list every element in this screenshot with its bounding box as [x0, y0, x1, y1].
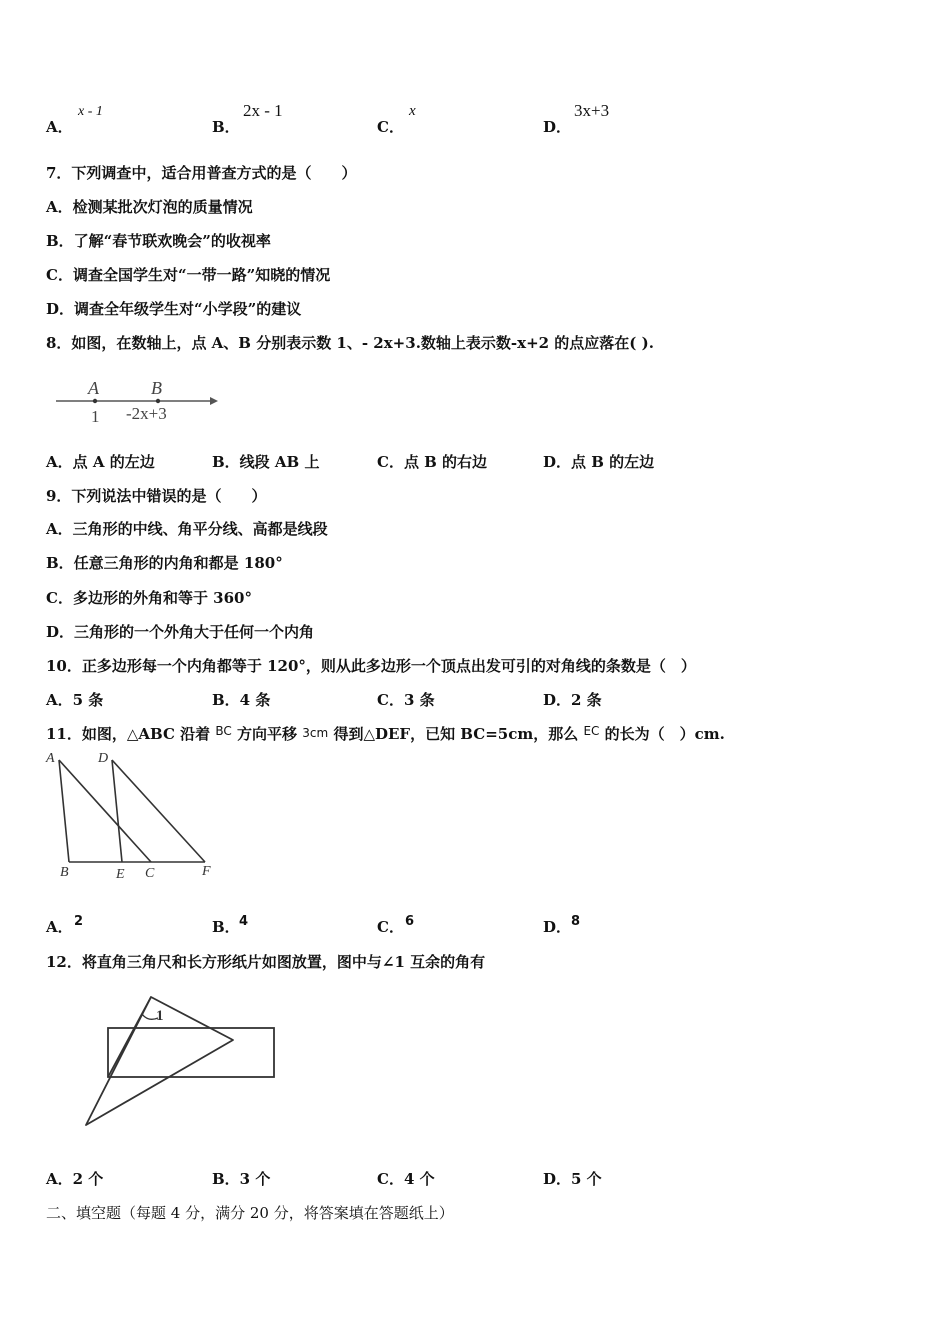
q11-stem-bc: BC [215, 724, 232, 738]
q8-option-a: A．点 A 的左边 [46, 453, 155, 471]
label-c: C [145, 866, 155, 881]
q11-triangle-figure [42, 748, 222, 884]
q10-stem: 10．正多边形每一个内角都等于 120°，则从此多边形一个顶点出发可引的对角线的条数是（ ） [46, 657, 696, 675]
q11-stem-part1: 11．如图，△ABC 沿着 [46, 725, 211, 743]
q11-option-d-letter: D． [543, 918, 572, 936]
q11-stem-dist: 3cm [302, 726, 329, 740]
q11-option-c-letter: C． [377, 918, 404, 936]
q8-stem: 8．如图，在数轴上，点 A、B 分别表示数 1、- 2x+3.数轴上表示数-x+2 的点应落在( ). [46, 334, 654, 352]
label-f: F [202, 864, 211, 879]
q12-triangle-rectangle-figure [78, 988, 288, 1133]
q10-option-b: B．4 条 [212, 691, 271, 709]
q8-option-c: C．点 B 的右边 [377, 453, 488, 471]
q12-option-b: B．3 个 [212, 1170, 271, 1188]
rectangle-paper [108, 1028, 274, 1077]
label-e: E [116, 867, 125, 882]
q9-option-a: A．三角形的中线、角平分线、高都是线段 [46, 520, 328, 538]
q6-option-c-letter: C． [377, 118, 404, 136]
q9-option-d: D．三角形的一个外角大于任何一个内角 [46, 623, 315, 641]
point-a-dot [93, 399, 97, 403]
q7-option-c: C．调查全国学生对“一带一路”知晓的情况 [46, 266, 331, 284]
q6-option-d-expr: 3x+3 [574, 101, 610, 120]
label-d: D [98, 751, 109, 766]
q10-option-c: C．3 条 [377, 691, 435, 709]
point-a-value: 1 [91, 407, 100, 426]
q9-stem: 9．下列说法中错误的是（ ） [46, 487, 267, 505]
q12-stem: 12．将直角三角尺和长方形纸片如图放置，图中与∠1 互余的角有 [46, 953, 486, 971]
side-df [112, 760, 205, 862]
q7-option-a: A．检测某批次灯泡的质量情况 [46, 198, 253, 216]
angle-1-label: 1 [156, 1008, 164, 1024]
point-b-dot [156, 399, 160, 403]
q11-option-a-value: 2 [74, 914, 84, 929]
q11-option-a-letter: A． [46, 918, 73, 936]
q12-option-a: A．2 个 [46, 1170, 104, 1188]
q6-option-c-expr: x [409, 103, 416, 119]
q8-option-b: B．线段 AB 上 [212, 453, 320, 471]
point-b-label: B [151, 378, 162, 398]
q6-option-b-expr: 2x - 1 [243, 101, 283, 120]
q11-option-b-letter: B． [212, 918, 240, 936]
section-2-title: 二、填空题（每题 4 分，满分 20 分，将答案填在答题纸上） [46, 1204, 454, 1222]
q11-stem-part3: 得到△DEF，已知 BC=5cm，那么 [333, 725, 579, 743]
q10-option-d: D．2 条 [543, 691, 602, 709]
q7-stem: 7．下列调查中，适合用普查方式的是（ ） [46, 164, 357, 182]
q6-option-a-letter: A． [46, 118, 73, 136]
q6-option-a-expr: x - 1 [78, 104, 103, 119]
q11-option-d-value: 8 [571, 914, 581, 929]
label-a: A [46, 751, 55, 766]
q6-option-b-letter: B． [212, 118, 240, 136]
point-a-label: A [88, 378, 99, 398]
side-de [112, 760, 122, 862]
q7-option-b: B．了解“春节联欢晚会”的收视率 [46, 232, 271, 250]
side-ab [59, 760, 69, 862]
q11-stem-part4: 的长为（ ）cm. [604, 725, 725, 743]
q6-option-d-letter: D． [543, 118, 572, 136]
triangle-inner-edge [108, 997, 151, 1077]
q12-option-d: D．5 个 [543, 1170, 602, 1188]
side-ac [59, 760, 151, 862]
q8-number-line-figure [52, 374, 222, 430]
q7-option-d: D．调查全年级学生对“小学段”的建议 [46, 300, 302, 318]
q11-stem-ec: EC [583, 724, 600, 738]
q8-option-d: D．点 B 的左边 [543, 453, 655, 471]
q11-option-b-value: 4 [239, 914, 249, 929]
q11-option-c-value: 6 [405, 914, 415, 929]
q12-option-c: C．4 个 [377, 1170, 435, 1188]
q11-stem [46, 723, 725, 744]
q11-stem-part2: 方向平移 [237, 725, 298, 743]
q9-option-c: C．多边形的外角和等于 360° [46, 589, 252, 607]
q10-option-a: A．5 条 [46, 691, 104, 709]
q9-option-b: B．任意三角形的内角和都是 180° [46, 554, 283, 572]
point-b-value: -2x+3 [126, 404, 167, 423]
number-line-arrow-icon [210, 397, 218, 405]
label-b: B [60, 865, 69, 880]
